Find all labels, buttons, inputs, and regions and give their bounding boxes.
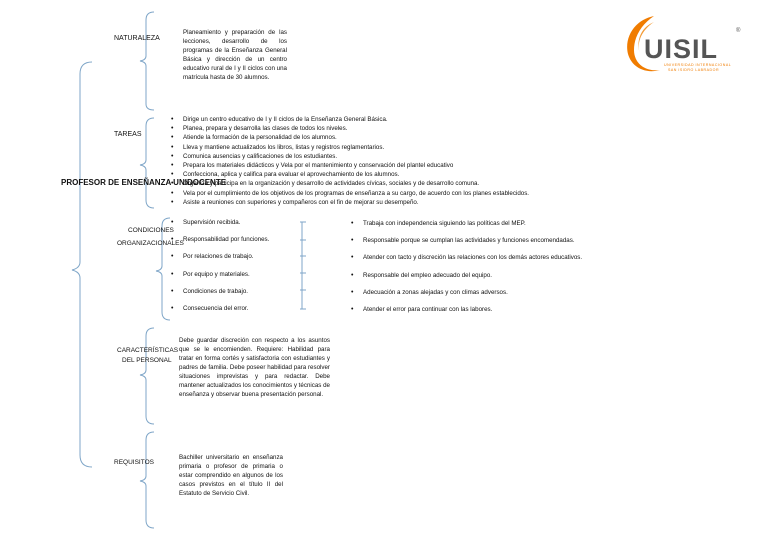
list-item: • Organiza y participa en la organización y desarrollo de actividades cívicas, sociales y de desarrollo comuna.	[171, 179, 529, 188]
logo-text: UISIL	[644, 34, 719, 64]
list-item: • Por relaciones de trabajo.	[171, 252, 269, 261]
list-item: • Condiciones de trabajo.	[171, 287, 269, 296]
list-item: • Comunica ausencias y calificaciones de los estudiantes.	[171, 152, 529, 161]
list-item: • Dirige un centro educativo de I y II ciclos de la Enseñanza General Básica.	[171, 115, 529, 124]
caracteristicas-label-2: DEL PERSONAL	[122, 357, 172, 364]
requisitos-label: REQUISITOS	[114, 459, 154, 466]
tareas-bracket	[140, 118, 154, 208]
naturaleza-text: Planeamiento y preparación de las lecciones, desarrollo de los programas de la Enseñanza General Básica y dirección de un centro educativo rural de I y II ciclos con una matrícula hasta de 30 alumnos.	[183, 29, 287, 81]
naturaleza-label: NATURALEZA	[114, 35, 160, 42]
requisitos-text: Bachiller universitario en enseñanza primaria o profesor de primaria o estar comprendido en algunos de los casos previstos en el título II del Estatuto de Servicio Civil.	[179, 454, 283, 497]
condiciones-left-list	[171, 218, 269, 313]
list-item: • Confecciona, aplica y califica para evaluar el aprovechamiento de los alumnos.	[171, 170, 529, 179]
list-item: • Vela por el cumplimiento de los objetivos de los programas de enseñanza a su cargo, de acuerdo con los planes establecidos.	[171, 189, 529, 198]
caracteristicas-label-1: CARACTERÍSTICAS	[117, 347, 179, 354]
page-title: PROFESOR DE ENSEÑANZA UNIDOCENTE	[61, 178, 227, 187]
requisitos-bracket	[140, 432, 154, 528]
list-item: • Atender con tacto y discreción las relaciones con los demás actores educativos.	[351, 253, 582, 262]
condiciones-right-list	[351, 219, 582, 314]
list-item: • Atender el error para continuar con las labores.	[351, 305, 582, 314]
list-item: • Adecuación a zonas alejadas y con climas adversos.	[351, 288, 582, 297]
tareas-label: TAREAS	[114, 131, 142, 138]
condiciones-connectors	[300, 222, 306, 309]
caracteristicas-bracket	[140, 328, 154, 424]
list-item: • Por equipo y materiales.	[171, 270, 269, 279]
list-item: • Consecuencia del error.	[171, 304, 269, 313]
naturaleza-bracket	[140, 12, 154, 110]
condiciones-label-1: CONDICIONES	[128, 227, 174, 234]
list-item: • Lleva y mantiene actualizados los libros, listas y registros reglamentarios.	[171, 143, 529, 152]
list-item: • Asiste a reuniones con superiores y compañeros con el fin de mejorar su desempeño.	[171, 198, 529, 207]
logo-tagline-2: SAN ISIDRO LABRADOR	[668, 68, 720, 72]
logo-tagline-1: UNIVERSIDAD INTERNACIONAL	[664, 63, 732, 67]
list-item: • Planea, prepara y desarrolla las clases de todos los niveles.	[171, 124, 529, 133]
uisil-logo	[620, 10, 750, 80]
registered-icon: ®	[736, 28, 741, 34]
main-bracket	[72, 62, 92, 467]
list-item: • Responsable del empleo adecuado del equipo.	[351, 271, 582, 280]
condiciones-label-2: ORGANIZACIONALES	[117, 240, 184, 247]
list-item: • Responsabilidad por funciones.	[171, 235, 269, 244]
list-item: • Atiende la formación de la personalidad de los alumnos.	[171, 133, 529, 142]
list-item: • Responsable porque se cumplan las actividades y funciones encomendadas.	[351, 236, 582, 245]
list-item: • Trabaja con independencia siguiendo las políticas del MEP.	[351, 219, 582, 228]
tareas-list	[171, 115, 529, 207]
caracteristicas-text: Debe guardar discreción con respecto a los asuntos que se le encomienden. Requiere: Habilidad para tratar en forma cortés y satisfactoria con estudiantes y padres de familia. Debe poseer habilidad para resolver situaciones imprevistas y para redactar. Debe mantener actualizados los conocimientos y técnicas de enseñanza y observar buena presentación personal.	[179, 337, 330, 398]
list-item: • Prepara los materiales didácticos y Vela por el mantenimiento y conservación del plantel educativo	[171, 161, 529, 170]
list-item: • Supervisión recibida.	[171, 218, 269, 227]
